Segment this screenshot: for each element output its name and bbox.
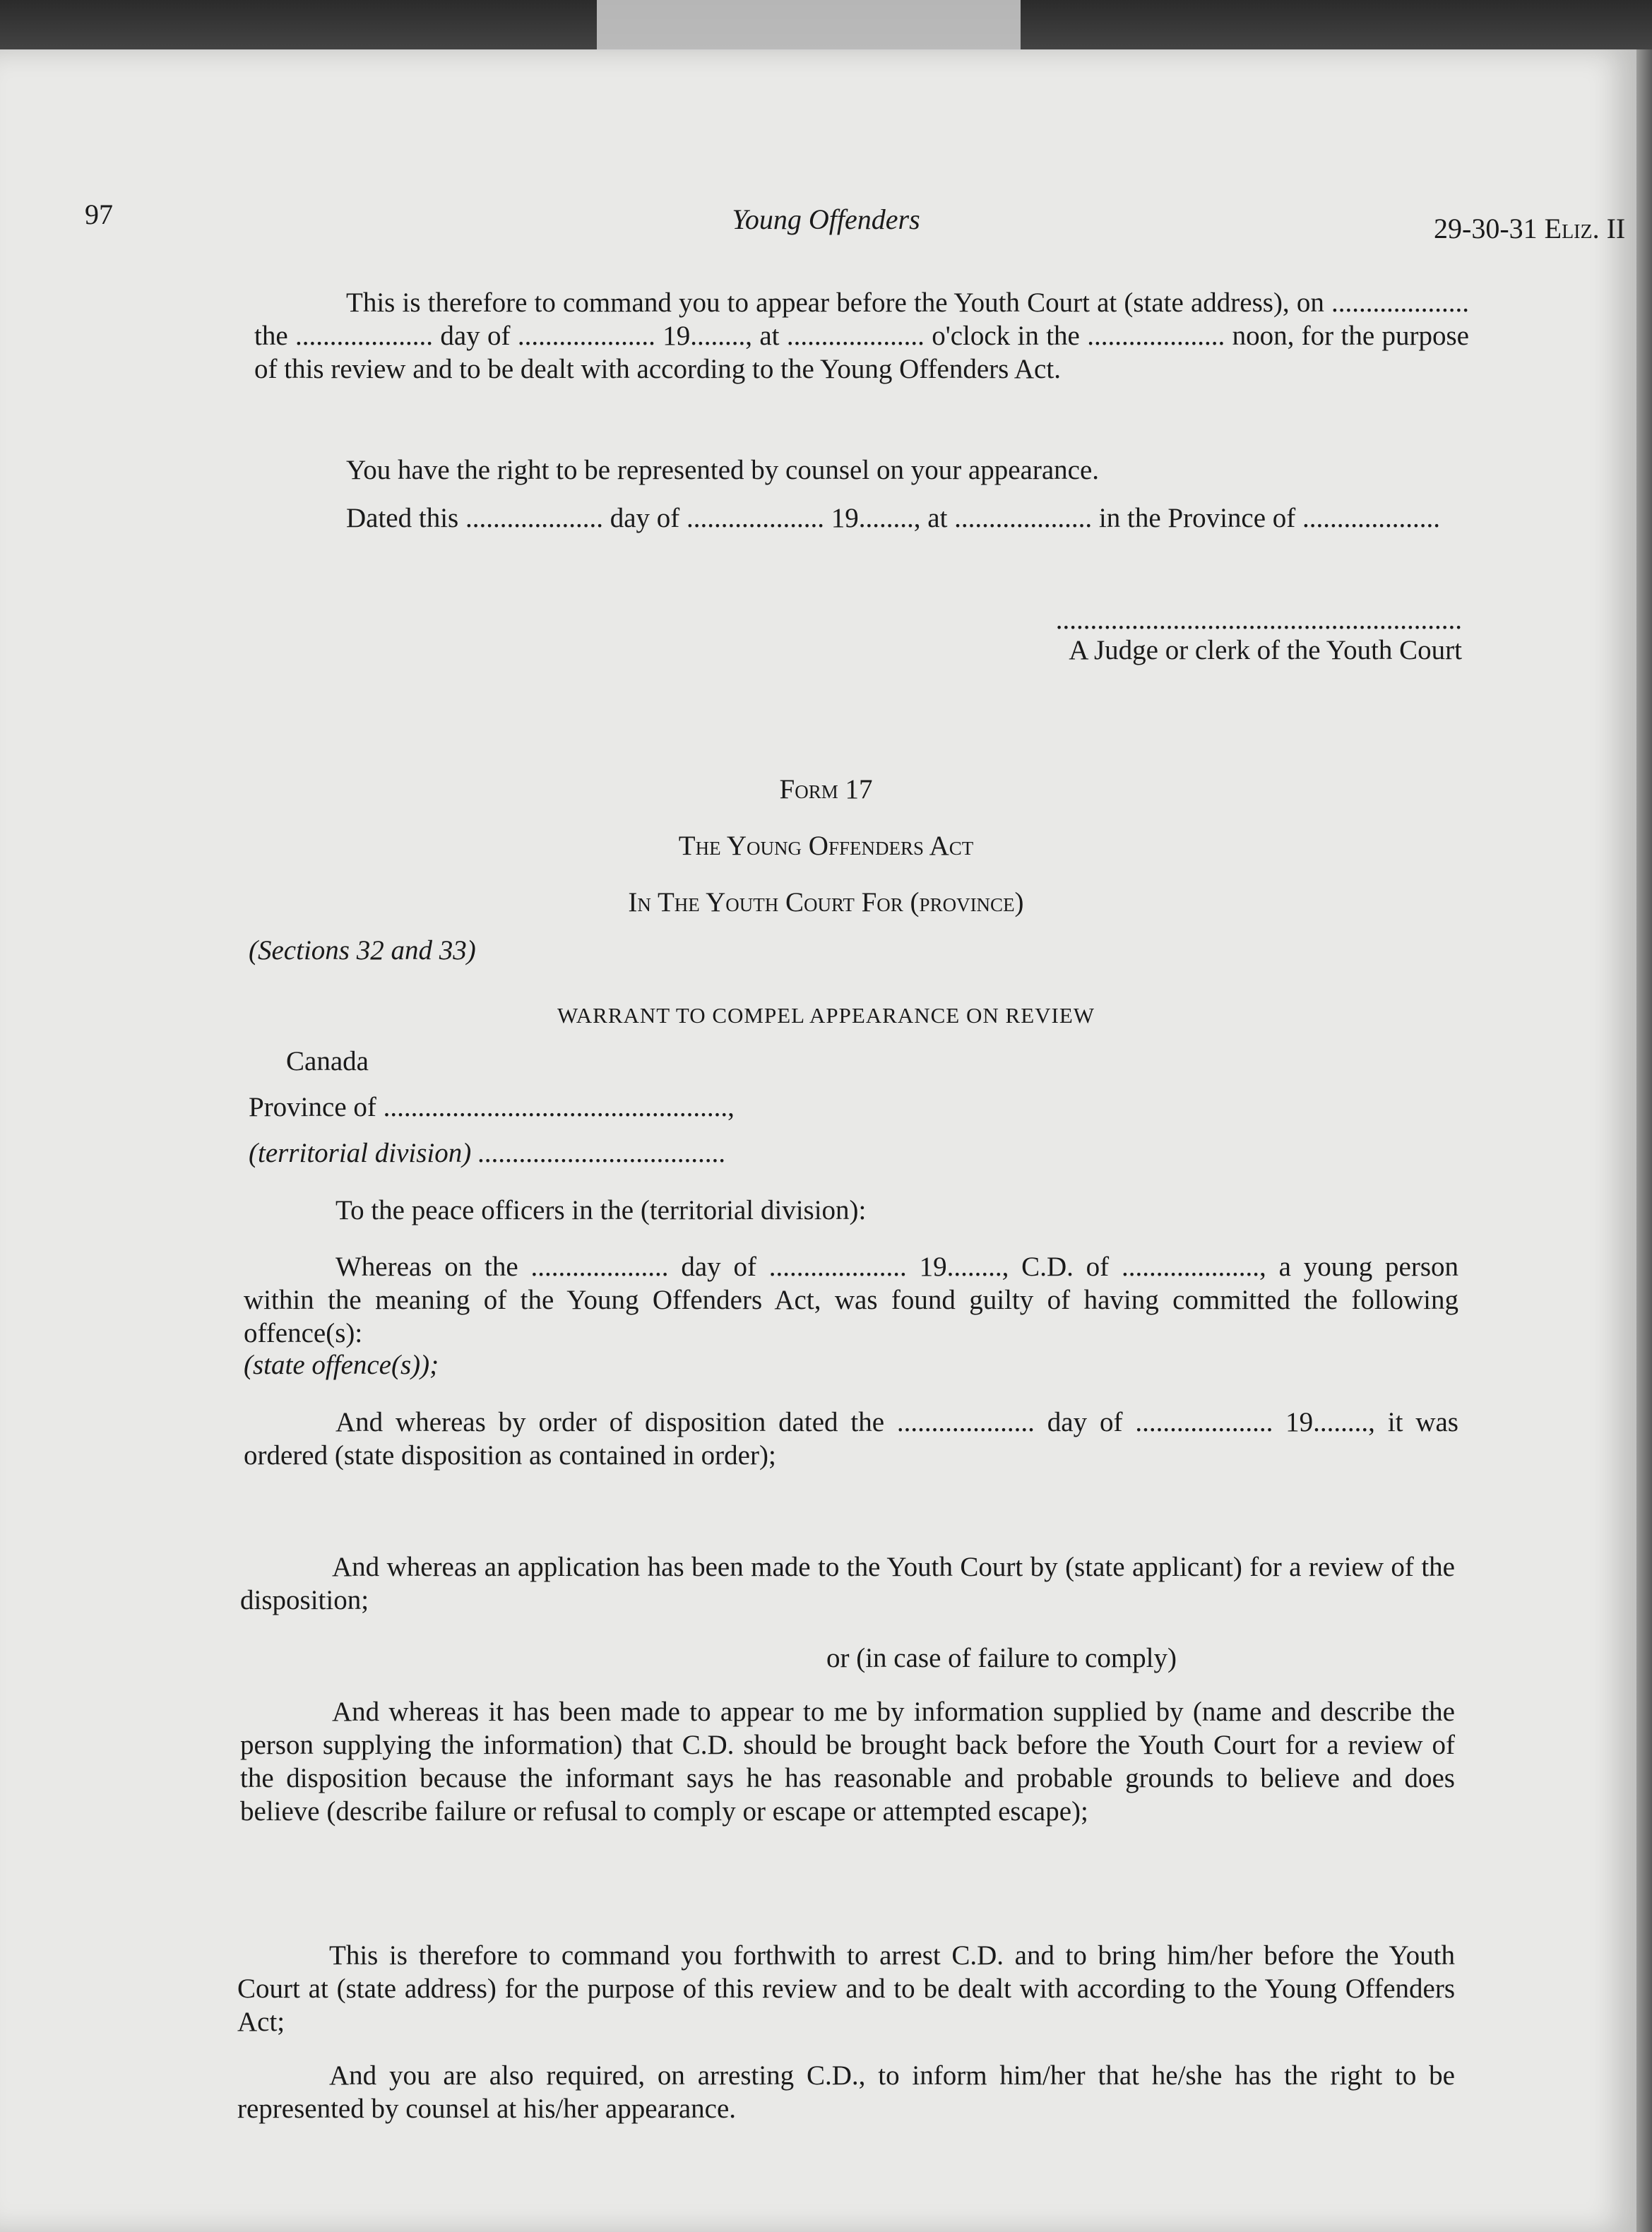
or-line: or (in case of failure to comply) — [826, 1643, 1177, 1673]
form-number: Form 17 — [779, 774, 873, 805]
whereas-paragraph-3: And whereas an application has been made to the Youth Court by (state applicant) for a review of the disposition; — [240, 1552, 1455, 1615]
page-number-text: 97 — [85, 198, 113, 230]
statute-reference: 29-30-31 Eliz. II — [1434, 213, 1626, 244]
page-binding-edge — [1636, 49, 1652, 2232]
peace-officers-line: To the peace officers in the (territorial division): — [335, 1195, 867, 1225]
whereas-paragraph-2: And whereas by order of disposition dated the .................... day of .................... 19........, it was ordered (state disposition as contained in order); — [244, 1407, 1458, 1471]
counsel-paragraph: You have the right to be represented by counsel on your appearance. — [346, 455, 1100, 485]
territorial-line: (territorial division) .................................... — [249, 1138, 726, 1168]
dated-paragraph: Dated this .................... day of .................... 19........, at .................... in the Province of .................... — [346, 503, 1441, 533]
command-paragraph: This is therefore to command you to appear before the Youth Court at (state address), on .................... the .................... day of .................... 19........, at .................... o'clock in the .................... noon, for the purpose of this review and to be dealt with according to the Young Offenders Act. — [254, 287, 1469, 384]
signature-label: A Judge or clerk of the Youth Court — [1069, 635, 1462, 665]
act-title: The Young Offenders Act — [678, 831, 974, 861]
sections-reference: (Sections 32 and 33) — [249, 935, 476, 966]
inform-paragraph: And you are also required, on arresting C.D., to inform him/her that he/she has the right to be represented by counsel at his/her appearance. — [237, 2060, 1455, 2124]
scan-paper-tab — [597, 0, 1021, 57]
whereas-paragraph-1: Whereas on the .................... day of .................... 19........, C.D. of ...................., a young person within the meaning of the Young Offenders Act, was found guilty of having committed the following offence(s): — [244, 1252, 1458, 1348]
whereas-paragraph-4: And whereas it has been made to appear to me by information supplied by (name and describe the person supplying the information) that C.D. should be brought back before the Youth Court for a review of the disposition because the informant says he has reasonable and probable grounds to believe and does believe (describe failure or refusal to comply or escape or attempted escape); — [240, 1697, 1455, 1827]
court-line: In The Youth Court For (province) — [628, 887, 1024, 918]
command-paragraph-2: This is therefore to command you forthwith to arrest C.D. and to bring him/her before the Youth Court at (state address) for the purpose of this review and to be dealt with according to the Young Offenders Act; — [237, 1940, 1455, 2037]
state-offence: (state offence(s)); — [244, 1350, 439, 1380]
running-title: Young Offenders — [732, 203, 920, 235]
canada-label: Canada — [286, 1046, 369, 1076]
warrant-title: WARRANT TO COMPEL APPEARANCE ON REVIEW — [557, 1003, 1095, 1028]
signature-line: ........................................................... — [1055, 605, 1462, 635]
province-line: Province of .................................................., — [249, 1092, 735, 1122]
